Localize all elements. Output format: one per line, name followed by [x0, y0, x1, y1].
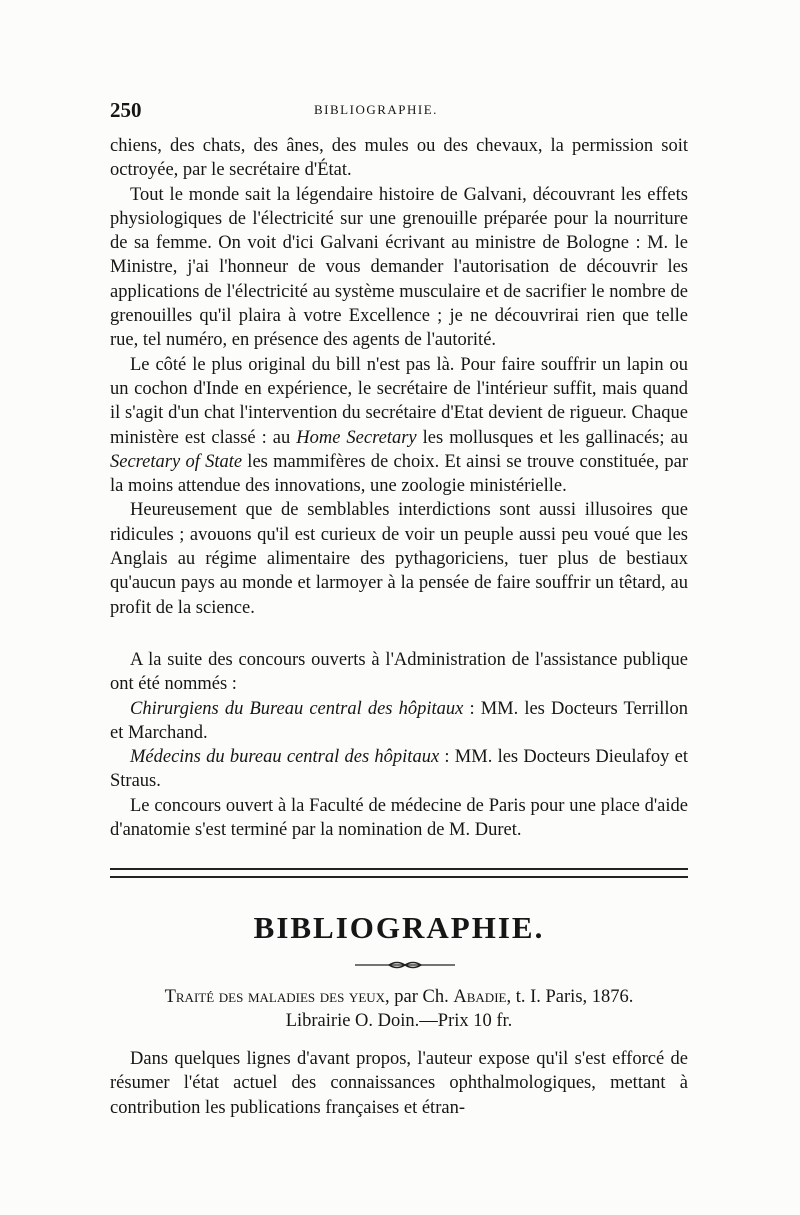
news-appointments	[110, 648, 688, 842]
paragraph: A la suite des concours ouverts à l'Administration de l'assistance publique ont été nommés :	[110, 650, 688, 695]
text-run: les mollusques et les gallinacés; au	[416, 427, 688, 448]
divider-rule	[110, 876, 688, 878]
running-header	[110, 98, 688, 122]
ornament-divider-icon	[355, 960, 455, 970]
paragraph	[110, 745, 688, 794]
book-citation-line	[110, 985, 688, 1009]
paragraph: Dans quelques lignes d'avant propos, l'auteur expose qu'il s'est efforcé de résumer l'état actuel des connaissances ophthalmologiques, mettant à contribution les publications françaises et étran-	[110, 1049, 688, 1118]
divider-rule	[110, 868, 688, 870]
text-run: : MM. les Docteurs Dieulafoy et Straus.	[110, 747, 688, 792]
paragraph	[110, 697, 688, 746]
paragraph: chiens, des chats, des ânes, des mules ou des chevaux, la permission soit octroyée, par le secrétaire d'État.	[110, 136, 688, 181]
paragraph: Le concours ouvert à la Faculté de médecine de Paris pour une place d'aide d'anatomie s'est terminé par la nomination de M. Duret.	[110, 795, 688, 841]
text-run: les mammifères de choix. Et ainsi se trouve constituée, par la moins attendue des innovations, une zoologie ministérielle.	[110, 451, 688, 497]
text-run: Le côté le plus original du bill n'est pas là. Pour faire souffrir un lapin ou un cochon d'Inde en expérience, le secrétaire de l'intérieur suffit, mais quand il s'agit d'un chat l'intervention du secrétaire d'Etat devient de rigueur. Chaque ministère est classé : au	[110, 354, 688, 448]
paragraph: Heureusement que de semblables interdictions sont aussi illusoires que ridicules ; avouons qu'il est curieux de voir un peuple aussi peu voué que les Anglais au régime alimentaire des pythagoriciens, tuer plus de bestiaux qu'aucun pays au monde et larmoyer à la pensée de faire souffrir un têtard, au profit de la science.	[110, 500, 688, 618]
book-publisher: Librairie O. Doin.—Prix 10 fr.	[285, 1011, 513, 1032]
text-run: , par Ch.	[385, 987, 454, 1007]
italic-term: Chirurgiens du Bureau central des hôpitaux	[130, 698, 464, 719]
running-title: BIBLIOGRAPHIE.	[314, 102, 438, 117]
italic-term: Secretary of State	[110, 451, 243, 472]
article-continuation	[110, 134, 688, 620]
paragraph: Tout le monde sait la légendaire histoire de Galvani, découvrant les effets physiologiques de l'électricité sur une grenouille préparée pour la nourriture de sa femme. On voit d'ici Galvani écrivant au ministre de Bologne : M. le Ministre, j'ai l'honneur de vous demander l'autorisation de découvrir les applications de l'électricité au système musculaire et de sacrifier le nombre de grenouilles qu'il plaira à votre Excellence ; je ne découvrirai rien que telle rue, tel numéro, en présence des agents de l'autorité.	[110, 184, 688, 351]
text-run: : MM. les Docteurs Terrillon et Marchand.	[110, 698, 688, 743]
section-title: BIBLIOGRAPHIE.	[253, 910, 545, 945]
review-text	[110, 1047, 688, 1120]
book-citation	[110, 985, 688, 1034]
page-number: 250	[110, 98, 142, 122]
italic-term: Home Secretary	[296, 427, 417, 448]
book-title: Traité des maladies des yeux	[164, 987, 386, 1007]
book-author: Abadie	[453, 987, 507, 1007]
italic-term: Médecins du bureau central des hôpitaux	[130, 747, 440, 768]
text-run: , t. I. Paris, 1876.	[506, 987, 634, 1007]
paragraph	[110, 353, 688, 499]
